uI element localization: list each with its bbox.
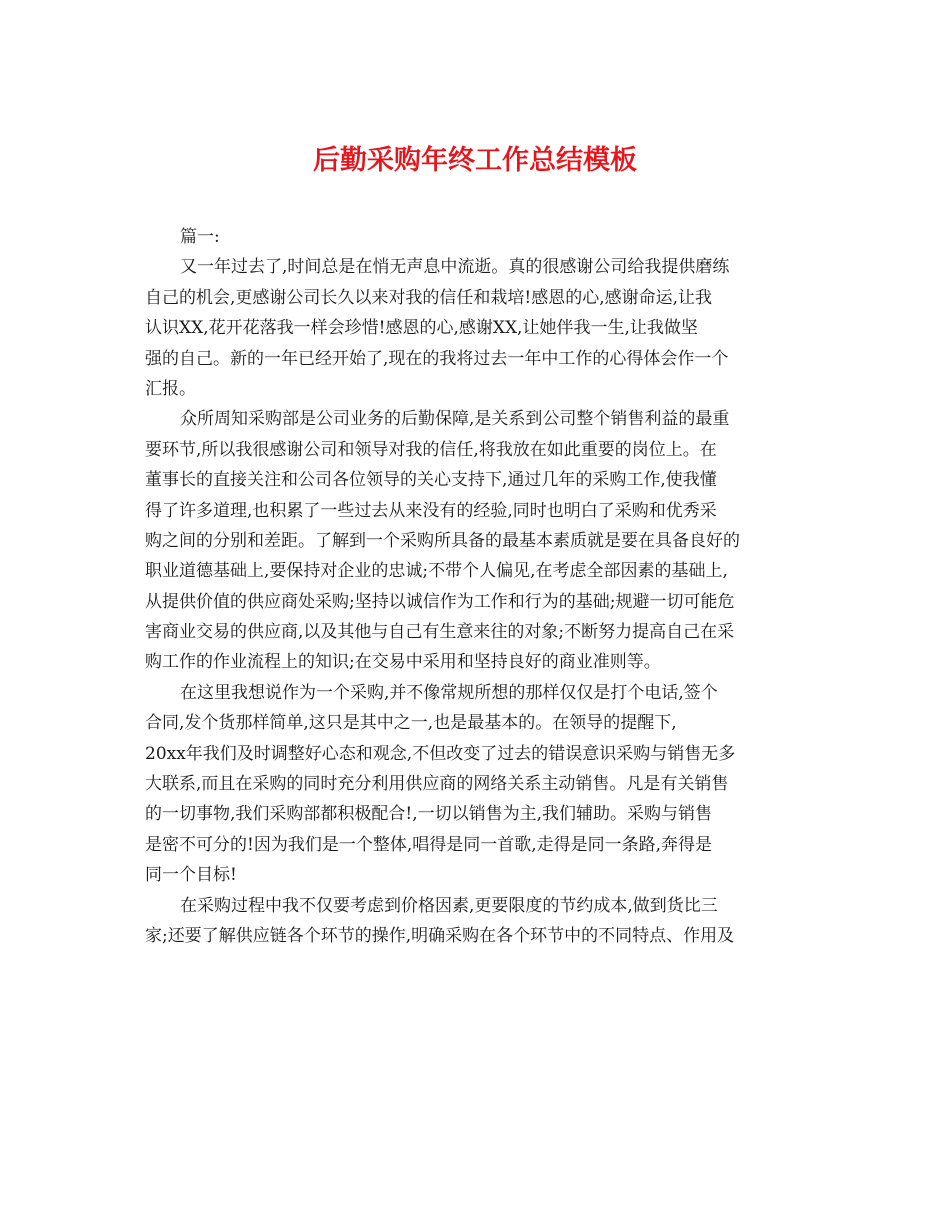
paragraph-line: 董事长的直接关注和公司各位领导的关心支持下,通过几年的采购工作,使我懂 <box>145 470 717 491</box>
paragraph-line: 的一切事物,我们采购部都积极配合!,一切以销售为主,我们辅助。采购与销售 <box>145 804 713 825</box>
paragraph-line: 购工作的作业流程上的知识;在交易中采用和坚持良好的商业准则等。 <box>145 652 661 673</box>
paragraph-line: 20xx年我们及时调整好心态和观念,不但改变了过去的错误意识采购与销售无多 <box>145 743 736 764</box>
paragraph-line: 得了许多道理,也积累了一些过去从来没有的经验,同时也明白了采购和优秀采 <box>145 500 717 521</box>
document-body <box>145 222 810 951</box>
paragraph-line: 害商业交易的供应商,以及其他与自己有生意来往的对象;不断努力提高自己在采 <box>145 622 735 643</box>
section-heading: 篇一: <box>180 227 220 247</box>
paragraph-line: 大联系,而且在采购的同时充分利用供应商的网络关系主动销售。凡是有关销售 <box>145 774 729 795</box>
paragraph-line: 自己的机会,更感谢公司长久以来对我的信任和栽培!感恩的心,感谢命运,让我 <box>145 287 713 308</box>
paragraph-line: 在采购过程中我不仅要考虑到价格因素,更要限度的节约成本,做到货比三 <box>180 895 718 916</box>
paragraph-line: 众所周知采购部是公司业务的后勤保障,是关系到公司整个销售利益的最重 <box>180 409 730 430</box>
paragraph-line: 从提供价值的供应商处采购;坚持以诚信作为工作和行为的基础;规避一切可能危 <box>145 591 735 612</box>
paragraph-line: 合同,发个货那样简单,这只是其中之一,也是最基本的。在领导的提醒下, <box>145 713 677 734</box>
paragraph-line: 要环节,所以我很感谢公司和领导对我的信任,将我放在如此重要的岗位上。在 <box>145 439 717 460</box>
paragraph-line: 汇报。 <box>145 378 196 399</box>
paragraph-line: 在这里我想说作为一个采购,并不像常规所想的那样仅仅是打个电话,签个 <box>180 682 718 703</box>
paragraph-line: 职业道德基础上,要保持对企业的忠诚;不带个人偏见,在考虑全部因素的基础上, <box>145 561 728 582</box>
paragraph-line: 认识XX,花开花落我一样会珍惜!感恩的心,感谢XX,让她伴我一生,让我做坚 <box>145 318 698 339</box>
paragraph-line: 又一年过去了,时间总是在悄无声息中流逝。真的很感谢公司给我提供磨练 <box>180 257 730 278</box>
paragraph-line: 是密不可分的!因为我们是一个整体,唱得是同一首歌,走得是同一条路,奔得是 <box>145 834 713 855</box>
paragraph-line: 家;还要了解供应链各个环节的操作,明确采购在各个环节中的不同特点、作用及 <box>145 925 735 946</box>
paragraph-line: 购之间的分别和差距。了解到一个采购所具备的最基本素质就是要在具备良好的 <box>145 530 740 551</box>
document-title: 后勤采购年终工作总结模板 <box>313 145 637 176</box>
paragraph-line: 强的自己。新的一年已经开始了,现在的我将过去一年中工作的心得体会作一个 <box>145 348 729 369</box>
paragraph-line: 同一个目标! <box>145 865 237 886</box>
